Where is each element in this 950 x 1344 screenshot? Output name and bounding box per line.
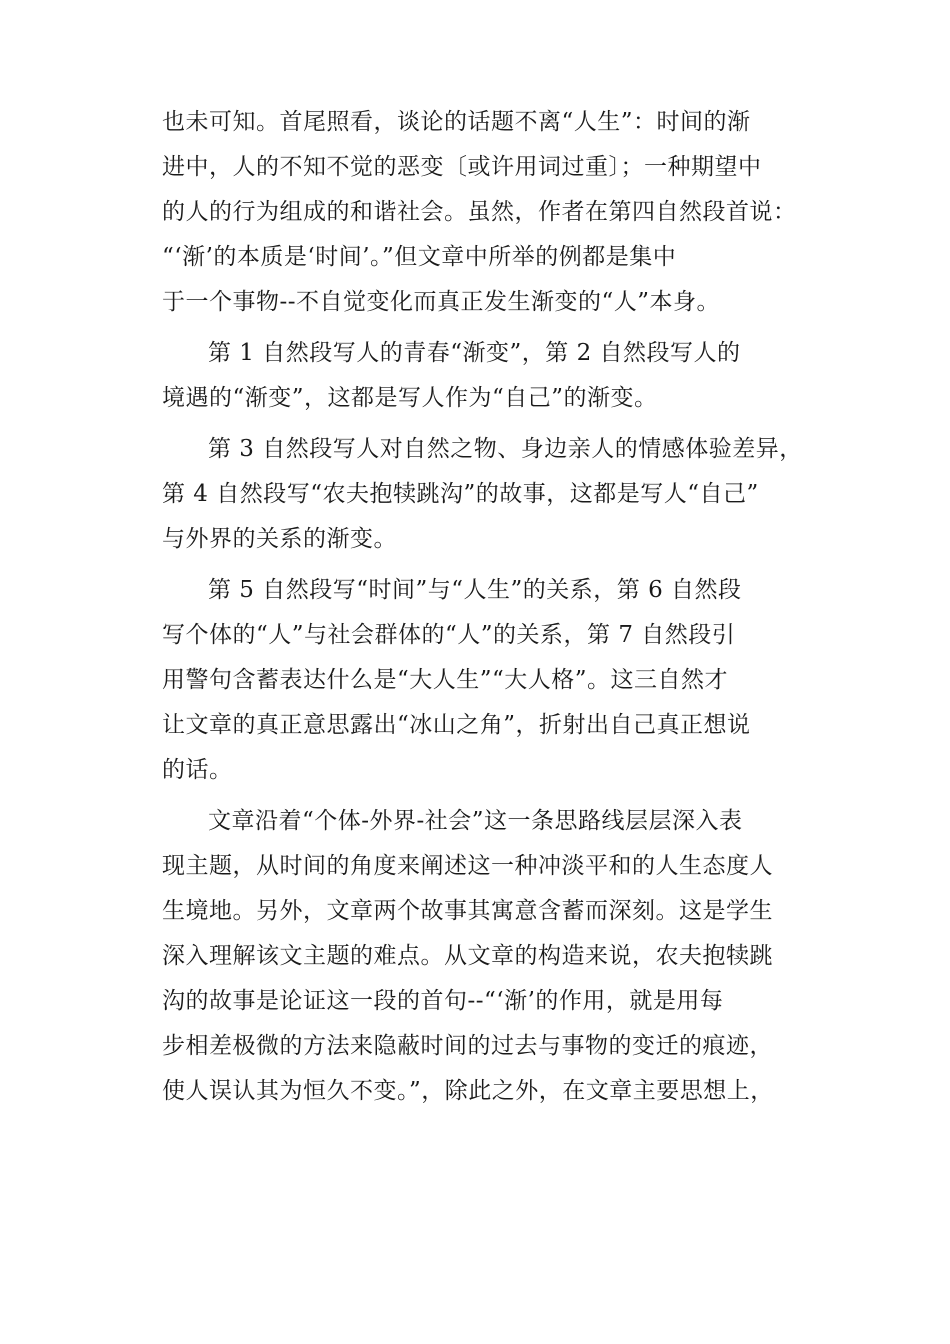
text-line: 第 1 自然段写人的青春“渐变”，第 2 自然段写人的 (208, 340, 741, 366)
text-line: 写个体的“人”与社会群体的“人”的关系，第 7 自然段引 (162, 622, 736, 648)
text-line: 让文章的真正意思露出“冰山之角”，折射出自己真正想说 (162, 712, 751, 738)
text-line: 沟的故事是论证这一段的首句--“‘渐’的作用，就是用每 (162, 988, 724, 1014)
text-line: 与外界的关系的渐变。 (162, 526, 397, 552)
paragraph-5 (162, 799, 802, 1114)
text-line: 也未可知。首尾照看，谈论的话题不离“人生”：时间的渐 (162, 109, 751, 135)
text-line: 文章沿着“个体-外界-社会”这一条思路线层层深入表 (208, 808, 743, 834)
text-line: 使人误认其为恒久不变。”，除此之外，在文章主要思想上， (162, 1078, 774, 1104)
paragraph-2 (162, 331, 802, 421)
text-line: 第 4 自然段写“农夫抱犊跳沟”的故事，这都是写人“自己” (162, 481, 759, 507)
paragraph-3 (162, 427, 802, 562)
text-line: “‘渐’的本质是‘时间’。”但文章中所举的例都是集中 (162, 244, 677, 270)
text-line: 进中，人的不知不觉的恶变〔或许用词过重〕；一种期望中 (162, 154, 762, 180)
text-line: 深入理解该文主题的难点。从文章的构造来说，农夫抱犊跳 (162, 943, 773, 969)
text-line: 现主题，从时间的角度来阐述这一种冲淡平和的人生态度人 (162, 853, 773, 879)
text-line: 第 5 自然段写“时间”与“人生”的关系，第 6 自然段 (208, 577, 742, 603)
text-line: 境遇的“渐变”，这都是写人作为“自己”的渐变。 (162, 385, 658, 411)
paragraph-4 (162, 568, 802, 793)
text-line: 用警句含蓄表达什么是“大人生”“大人格”。这三自然才 (162, 667, 729, 693)
text-line: 的人的行为组成的和谐社会。虽然，作者在第四自然段首说： (162, 199, 797, 225)
text-line: 于一个事物--不自觉变化而真正发生渐变的“人”本身。 (162, 289, 721, 315)
paragraph-1 (162, 100, 802, 325)
text-line: 生境地。另外，文章两个故事其寓意含蓄而深刻。这是学生 (162, 898, 773, 924)
document-body (162, 100, 802, 1114)
text-line: 的话。 (162, 757, 233, 783)
text-line: 第 3 自然段写人对自然之物、身边亲人的情感体验差异， (208, 436, 803, 462)
text-line: 步相差极微的方法来隐蔽时间的过去与事物的变迁的痕迹， (162, 1033, 773, 1059)
